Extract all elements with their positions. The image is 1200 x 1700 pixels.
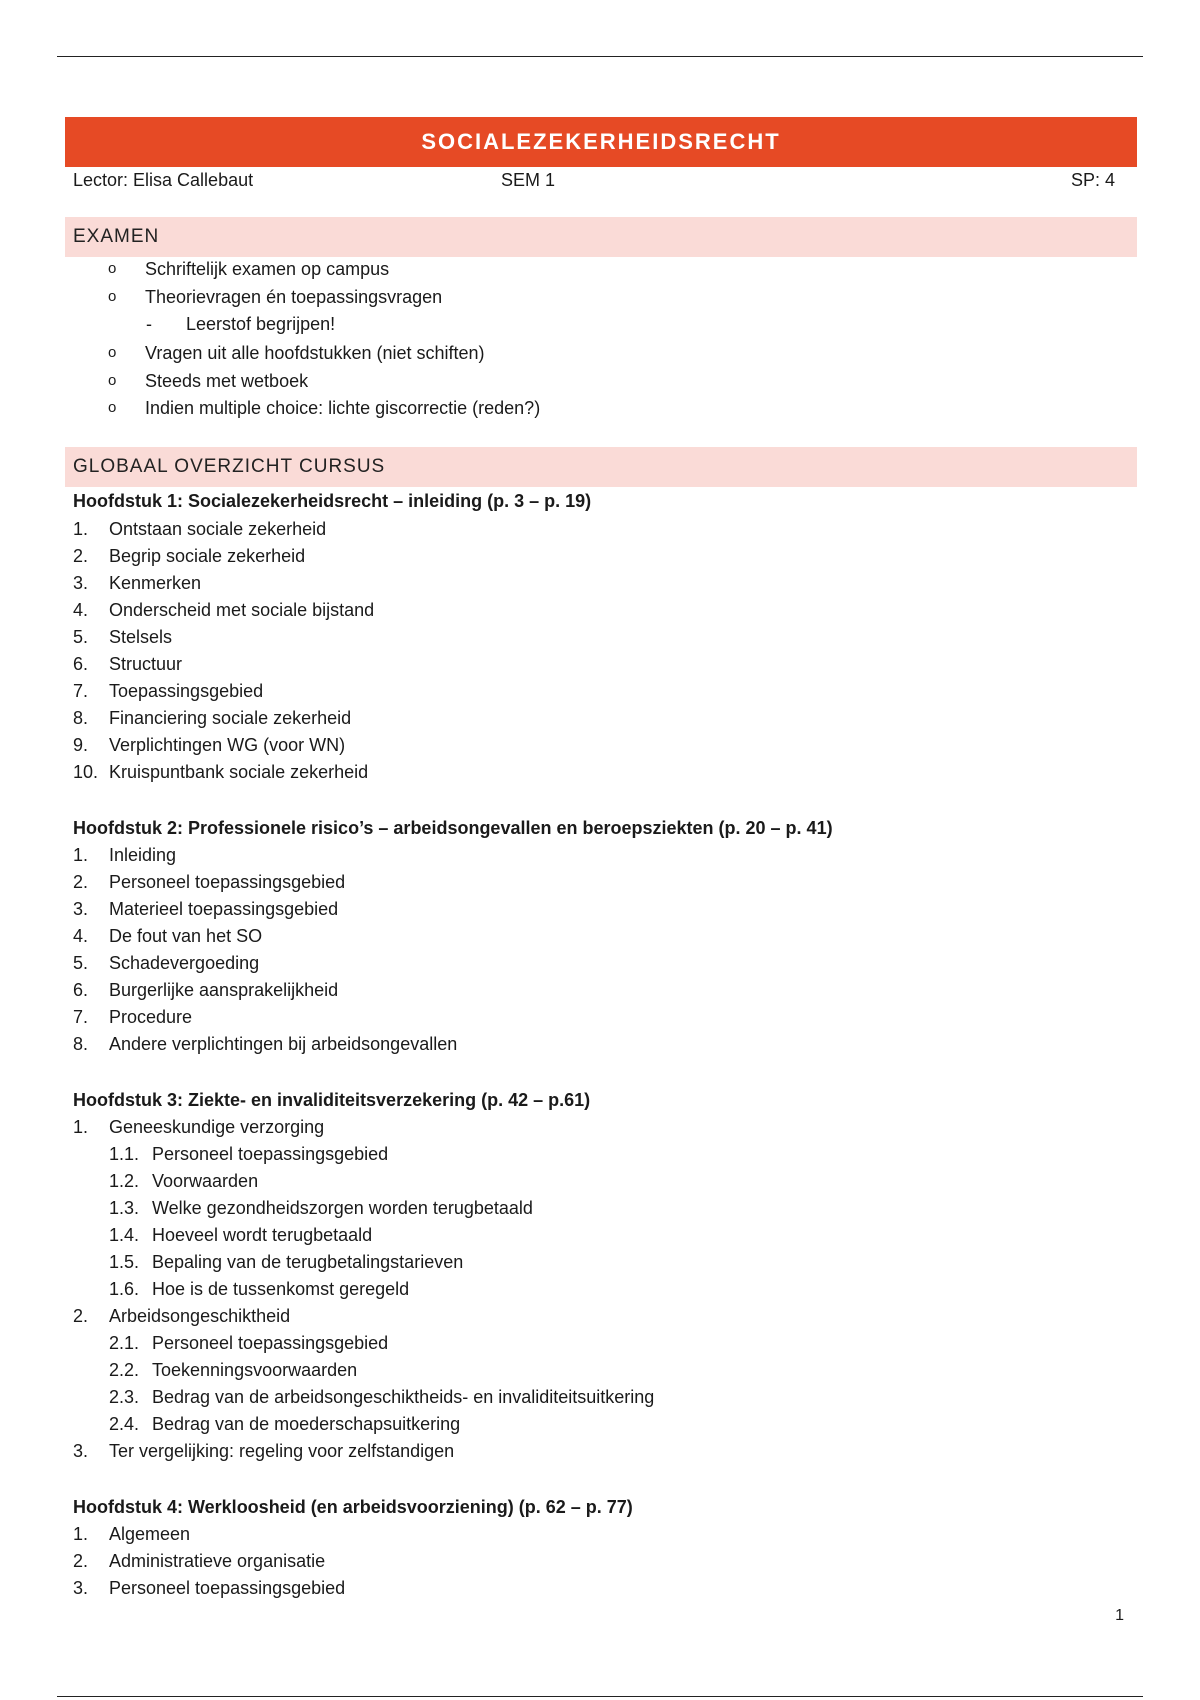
bullet-marker: o xyxy=(108,288,117,305)
toc-number: 2.2. xyxy=(109,1360,140,1380)
toc-text: Ter vergelijking: regeling voor zelfstandigen xyxy=(109,1441,455,1461)
toc-text: Schadevergoeding xyxy=(109,953,260,973)
toc-number: 1.2. xyxy=(109,1171,140,1191)
chapter-heading: Hoofdstuk 1: Socialezekerheidsrecht – inleiding (p. 3 – p. 19) xyxy=(73,491,592,511)
toc-number: 1.6. xyxy=(109,1279,140,1299)
toc-number: 1.1. xyxy=(109,1144,140,1164)
toc-number: 3. xyxy=(73,573,89,593)
chapter-heading: Hoofdstuk 4: Werkloosheid (en arbeidsvoorziening) (p. 62 – p. 77) xyxy=(73,1497,633,1517)
toc-text: Toekenningsvoorwaarden xyxy=(152,1360,358,1380)
toc-number: 8. xyxy=(73,1034,89,1054)
toc-text: Personeel toepassingsgebied xyxy=(109,1578,346,1598)
toc-number: 1. xyxy=(73,519,89,539)
toc-number: 2. xyxy=(73,872,89,892)
toc-number: 1.5. xyxy=(109,1252,140,1272)
toc-text: Personeel toepassingsgebied xyxy=(152,1333,389,1353)
toc-number: 6. xyxy=(73,654,89,674)
toc-number: 4. xyxy=(73,926,89,946)
toc-text: Welke gezondheidszorgen worden terugbetaald xyxy=(152,1198,533,1218)
toc-text: Inleiding xyxy=(109,845,177,865)
bottom-rule xyxy=(57,1696,1143,1697)
toc-number: 2. xyxy=(73,1551,89,1571)
toc-text: Bedrag van de arbeidsongeschiktheids- en invaliditeitsuitkering xyxy=(152,1387,655,1407)
list-item-text: Indien multiple choice: lichte giscorrectie (reden?) xyxy=(145,398,541,418)
toc-text: Administratieve organisatie xyxy=(109,1551,326,1571)
toc-number: 5. xyxy=(73,953,89,973)
toc-text: Algemeen xyxy=(109,1524,191,1544)
bullet-marker: o xyxy=(108,344,117,361)
toc-text: Geneeskundige verzorging xyxy=(109,1117,325,1137)
semester-label: SEM 1 xyxy=(501,170,556,190)
toc-text: Ontstaan sociale zekerheid xyxy=(109,519,327,539)
toc-text: Burgerlijke aansprakelijkheid xyxy=(109,980,339,1000)
toc-number: 9. xyxy=(73,735,89,755)
toc-number: 6. xyxy=(73,980,89,1000)
list-item-text: Leerstof begrijpen! xyxy=(186,314,336,334)
lector-label: Lector: Elisa Callebaut xyxy=(73,170,254,190)
examen-heading: EXAMEN xyxy=(65,217,1137,257)
list-item-text: Steeds met wetboek xyxy=(145,371,309,391)
toc-number: 2.4. xyxy=(109,1414,140,1434)
toc-text: Verplichtingen WG (voor WN) xyxy=(109,735,346,755)
toc-number: 3. xyxy=(73,1441,89,1461)
page-number: 1 xyxy=(1115,1607,1124,1624)
toc-number: 3. xyxy=(73,1578,89,1598)
toc-text: Bedrag van de moederschapsuitkering xyxy=(152,1414,461,1434)
toc-text: Onderscheid met sociale bijstand xyxy=(109,600,375,620)
toc-number: 3. xyxy=(73,899,89,919)
bullet-marker: o xyxy=(108,372,117,389)
toc-text: De fout van het SO xyxy=(109,926,263,946)
toc-number: 2.1. xyxy=(109,1333,140,1353)
toc-text: Bepaling van de terugbetalingstarieven xyxy=(152,1252,464,1272)
toc-text: Kruispuntbank sociale zekerheid xyxy=(109,762,369,782)
list-item-text: Schriftelijk examen op campus xyxy=(145,259,390,279)
toc-number: 1.4. xyxy=(109,1225,140,1245)
toc-text: Begrip sociale zekerheid xyxy=(109,546,306,566)
toc-text: Personeel toepassingsgebied xyxy=(152,1144,389,1164)
toc-text: Kenmerken xyxy=(109,573,202,593)
bullet-marker: - xyxy=(146,314,152,334)
toc-text: Hoeveel wordt terugbetaald xyxy=(152,1225,373,1245)
toc-text: Personeel toepassingsgebied xyxy=(109,872,346,892)
toc-number: 10. xyxy=(73,762,99,782)
toc-text: Toepassingsgebied xyxy=(109,681,264,701)
bullet-marker: o xyxy=(108,260,117,277)
chapter-heading: Hoofdstuk 2: Professionele risico’s – arbeidsongevallen en beroepsziekten (p. 20 – p. 41) xyxy=(73,818,833,838)
toc-text: Procedure xyxy=(109,1007,193,1027)
toc-number: 4. xyxy=(73,600,89,620)
toc-number: 1. xyxy=(73,1117,89,1137)
toc-text: Stelsels xyxy=(109,627,173,647)
toc-text: Arbeidsongeschiktheid xyxy=(109,1306,291,1326)
toc-text: Financiering sociale zekerheid xyxy=(109,708,352,728)
toc-number: 1.3. xyxy=(109,1198,140,1218)
toc-number: 1. xyxy=(73,845,89,865)
toc-text: Andere verplichtingen bij arbeidsongevallen xyxy=(109,1034,458,1054)
toc-number: 2. xyxy=(73,546,89,566)
studiepunten-label: SP: 4 xyxy=(1070,170,1115,190)
toc-text: Materieel toepassingsgebied xyxy=(109,899,339,919)
toc-number: 2. xyxy=(73,1306,89,1326)
document-title: SOCIALEZEKERHEIDSRECHT xyxy=(65,117,1137,167)
chapter-heading: Hoofdstuk 3: Ziekte- en invaliditeitsverzekering (p. 42 – p.61) xyxy=(73,1090,591,1110)
toc-number: 1. xyxy=(73,1524,89,1544)
toc-text: Hoe is de tussenkomst geregeld xyxy=(152,1279,410,1299)
toc-number: 5. xyxy=(73,627,89,647)
bullet-marker: o xyxy=(108,399,117,416)
toc-text: Voorwaarden xyxy=(152,1171,259,1191)
toc-number: 8. xyxy=(73,708,89,728)
toc-number: 2.3. xyxy=(109,1387,140,1407)
overzicht-heading: GLOBAAL OVERZICHT CURSUS xyxy=(65,447,1137,487)
list-item-text: Theorievragen én toepassingsvragen xyxy=(145,287,443,307)
toc-text: Structuur xyxy=(109,654,183,674)
toc-number: 7. xyxy=(73,1007,89,1027)
toc-number: 7. xyxy=(73,681,89,701)
top-rule xyxy=(57,56,1143,57)
course-meta xyxy=(73,170,1115,194)
list-item-text: Vragen uit alle hoofdstukken (niet schiften) xyxy=(145,343,485,363)
